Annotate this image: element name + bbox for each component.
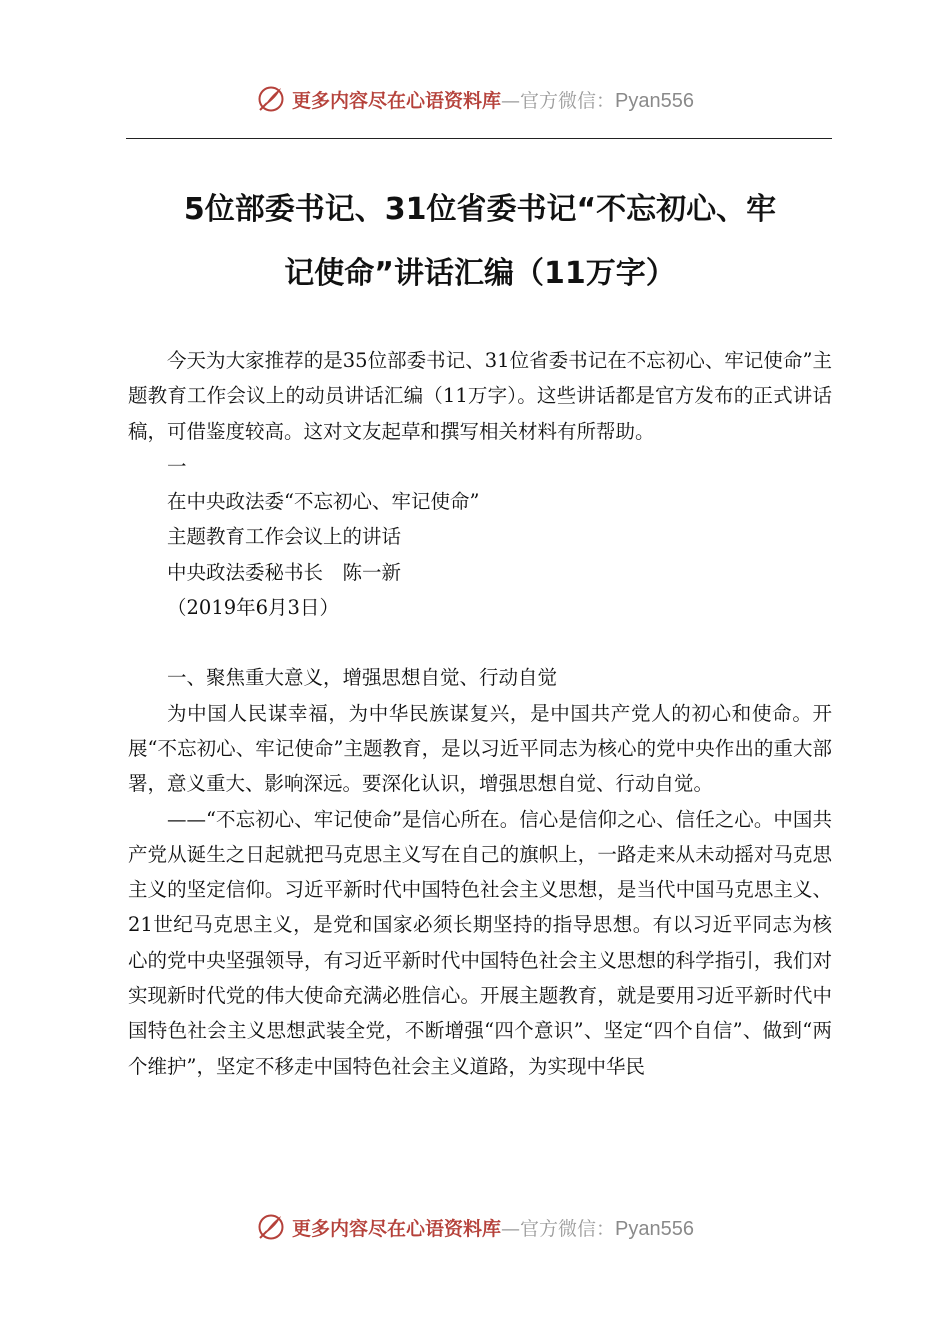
body-paragraph-1: 为中国人民谋幸福，为中华民族谋复兴，是中国共产党人的初心和使命。开展“不忘初心、牢记使命”主题教育，是以习近平同志为核心的党中央作出的重大部署，意义重大、影响深远。要深化认识，增强思想自觉、行动自觉。 bbox=[128, 701, 832, 796]
body-paragraph-2: ——“不忘初心、牢记使命”是信心所在。信心是信仰之心、信任之心。中国共产党从诞生之日起就把马克思主义写在自己的旗帜上，一路走来从未动摇对马克思主义的坚定信仰。习近平新时代中国特色社会主义思想，是当代中国马克思主义、21世纪马克思主义，是党和国家必须长期坚持的指导思想。有以习近平同志为核心的党中央坚强领导，有习近平新时代中国特色社会主义思想的科学指引，我们对实现新时代党的伟大使命充满必胜信心。开展主题教育，就是要用习近平新时代中国特色社会主义思想武装全党，不断增强“四个意识”、坚定“四个自信”、做到“两个维护”，坚定不移走中国特色社会主义道路，为实现中华民 bbox=[128, 807, 832, 1078]
section-heading: 一、聚焦重大意义，增强思想自觉、行动自觉 bbox=[167, 666, 558, 690]
speech-title-line-1: 在中央政法委“不忘初心、牢记使命” bbox=[167, 490, 480, 514]
title-line-1: 5位部委书记、31位省委书记“不忘初心、牢 bbox=[183, 192, 777, 227]
speech-speaker: 中央政法委秘书长 陈一新 bbox=[167, 560, 402, 584]
banner-main: 更多内容尽在心语资料库 bbox=[292, 1217, 502, 1240]
banner-text bbox=[292, 86, 694, 113]
banner-wechat-id: Pyan556 bbox=[615, 89, 694, 112]
title-line-2: 记使命”讲话汇编（11万字） bbox=[284, 256, 676, 291]
quill-logo-icon bbox=[256, 84, 286, 114]
header-divider bbox=[126, 138, 832, 139]
banner-wechat-id: Pyan556 bbox=[615, 1217, 694, 1240]
document-body bbox=[128, 343, 832, 1084]
banner-sub: —官方微信： bbox=[501, 89, 616, 112]
speech-title-line-2: 主题教育工作会议上的讲话 bbox=[167, 525, 402, 549]
banner-sub: —官方微信： bbox=[501, 1217, 616, 1240]
speech-number: 一 bbox=[167, 454, 187, 478]
document-title bbox=[110, 178, 850, 306]
banner-text bbox=[292, 1214, 694, 1241]
intro-paragraph: 今天为大家推荐的是35位部委书记、31位省委书记在不忘初心、牢记使命”主题教育工作会议上的动员讲话汇编（11万字）。这些讲话都是官方发布的正式讲话稿，可借鉴度较高。这对文友起草和撰写相关材料有所帮助。 bbox=[128, 349, 832, 443]
spacer bbox=[128, 625, 832, 660]
header-banner bbox=[0, 84, 950, 114]
speech-date: （2019年6月3日） bbox=[167, 596, 339, 620]
footer-banner bbox=[0, 1212, 950, 1242]
quill-logo-icon bbox=[256, 1212, 286, 1242]
banner-main: 更多内容尽在心语资料库 bbox=[292, 89, 502, 112]
